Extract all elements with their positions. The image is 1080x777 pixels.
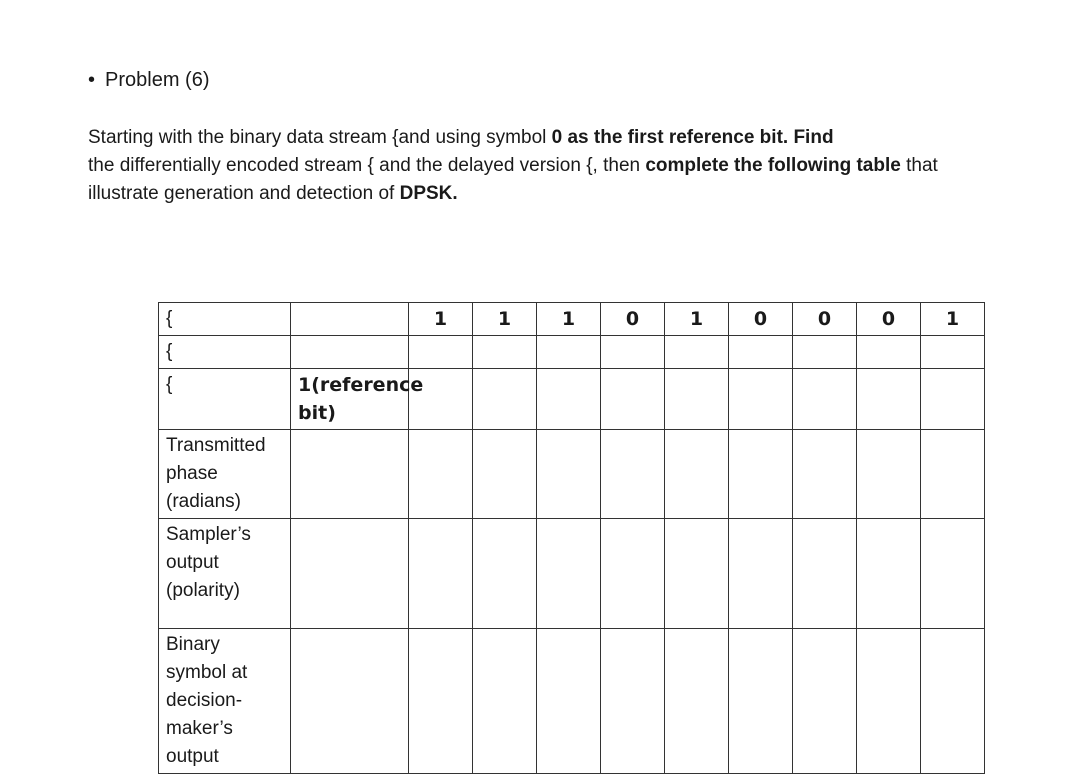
statement-bold-2: complete the following table xyxy=(645,155,901,176)
table-cell xyxy=(857,629,921,774)
table-cell xyxy=(291,336,409,369)
table-cell xyxy=(537,629,601,774)
table-row-sampler-output xyxy=(159,519,985,629)
table-cell xyxy=(537,519,601,629)
dpsk-table xyxy=(158,302,985,774)
table-cell xyxy=(793,519,857,629)
problem-title: Problem (6) xyxy=(105,69,210,91)
table-cell xyxy=(473,336,537,369)
table-cell: 0 xyxy=(601,303,665,336)
table-cell xyxy=(409,519,473,629)
problem-heading xyxy=(88,66,210,94)
table-cell xyxy=(921,336,985,369)
table-cell xyxy=(537,430,601,519)
table-cell xyxy=(537,336,601,369)
table-cell xyxy=(601,430,665,519)
table-cell xyxy=(473,519,537,629)
table-cell xyxy=(473,629,537,774)
table-cell: 0 xyxy=(729,303,793,336)
table-cell xyxy=(601,336,665,369)
row-label: Transmitted phase (radians) xyxy=(159,430,291,519)
bullet-icon: • xyxy=(88,69,96,91)
table-cell xyxy=(729,430,793,519)
table-cell xyxy=(473,430,537,519)
table-cell xyxy=(665,629,729,774)
table-cell: 1 xyxy=(921,303,985,336)
table-cell: 1 xyxy=(665,303,729,336)
table-cell xyxy=(665,519,729,629)
table-row-data-stream xyxy=(159,303,985,336)
table-cell xyxy=(729,336,793,369)
statement-bold-1: 0 as the first reference bit. Find xyxy=(551,127,834,148)
table-cell xyxy=(473,369,537,430)
table-cell xyxy=(921,629,985,774)
table-cell xyxy=(793,336,857,369)
row-label: { xyxy=(159,369,291,430)
table-cell xyxy=(729,629,793,774)
statement-part-3: that illustrate generation and detection of xyxy=(88,155,938,204)
table-cell xyxy=(729,519,793,629)
problem-statement xyxy=(88,124,968,208)
table-cell: 1 xyxy=(409,303,473,336)
table-cell xyxy=(793,629,857,774)
statement-part-2: the differentially encoded stream { and the delayed version {, then xyxy=(88,155,646,176)
table-cell xyxy=(537,369,601,430)
table-cell xyxy=(409,629,473,774)
table-cell xyxy=(857,336,921,369)
statement-part-1: Starting with the binary data stream {and using symbol xyxy=(88,127,552,148)
table-cell: 1 xyxy=(537,303,601,336)
table-cell xyxy=(921,430,985,519)
table-cell xyxy=(665,369,729,430)
table-cell xyxy=(793,430,857,519)
table-cell xyxy=(409,336,473,369)
table-cell xyxy=(921,519,985,629)
table-cell: 1 xyxy=(473,303,537,336)
table-cell: 0 xyxy=(857,303,921,336)
table-cell xyxy=(857,430,921,519)
table-cell xyxy=(857,519,921,629)
reference-bit-cell: 1(reference bit) xyxy=(291,369,409,430)
table-cell xyxy=(291,519,409,629)
table-cell xyxy=(665,430,729,519)
row-label: { xyxy=(159,336,291,369)
table-cell xyxy=(793,369,857,430)
table-cell xyxy=(409,430,473,519)
row-label: { xyxy=(159,303,291,336)
row-label: Sampler’s output (polarity) xyxy=(159,519,291,629)
table-cell xyxy=(921,369,985,430)
table-cell: 0 xyxy=(793,303,857,336)
table-row-decision-output xyxy=(159,629,985,774)
table-cell xyxy=(857,369,921,430)
table-cell xyxy=(601,629,665,774)
table-cell xyxy=(291,303,409,336)
statement-bold-3: DPSK. xyxy=(399,183,458,204)
table-row-transmitted-phase xyxy=(159,430,985,519)
table-cell xyxy=(729,369,793,430)
row-label: Binary symbol at decision-maker’s output xyxy=(159,629,291,774)
table-cell xyxy=(291,430,409,519)
table-row-encoded-stream xyxy=(159,336,985,369)
table-cell xyxy=(665,336,729,369)
table-cell xyxy=(601,369,665,430)
table-cell xyxy=(601,519,665,629)
table-row-delayed-stream xyxy=(159,369,985,430)
table-cell xyxy=(291,629,409,774)
